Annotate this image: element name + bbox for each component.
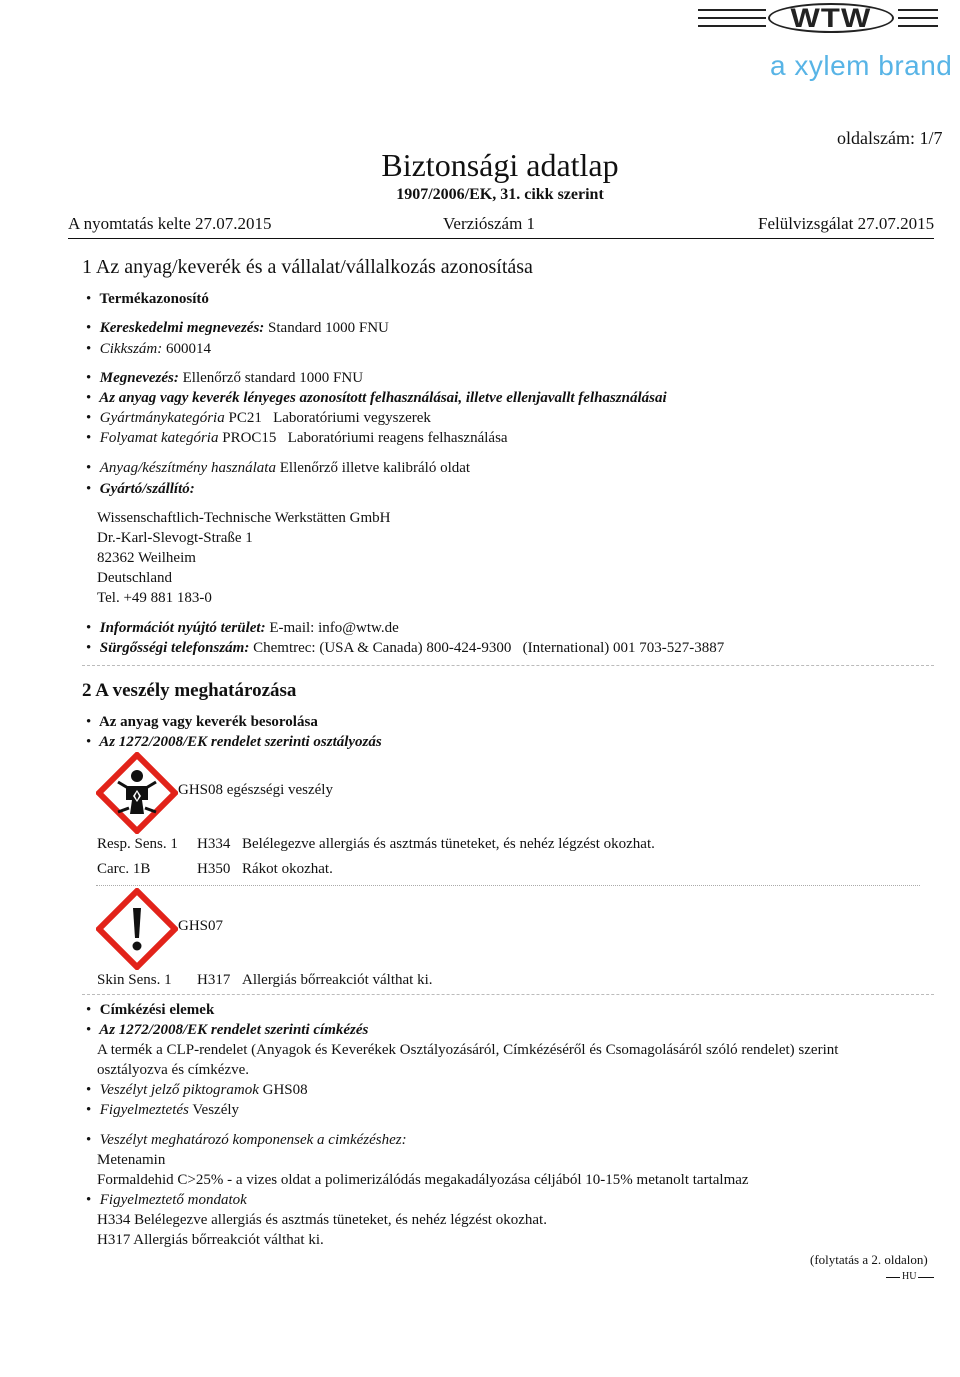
h-row-class-0: Resp. Sens. 1: [97, 836, 178, 852]
designation-label: Megnevezés:: [99, 370, 179, 386]
header-rule: [68, 238, 934, 239]
classification-label: • Az anyag vagy keverék besorolása: [86, 714, 318, 731]
component-1: Metenamin: [97, 1152, 166, 1168]
document-subtitle: 1907/2006/EK, 31. cikk szerint: [396, 186, 604, 203]
h-row-text-1: Rákot okozhat.: [242, 861, 333, 877]
designation-value: Ellenőrző standard 1000 FNU: [182, 370, 364, 386]
application-value: Ellenőrző illetve kalibráló oldat: [279, 460, 471, 476]
supplier-phone: Tel. +49 881 183-0: [97, 590, 212, 606]
process-category-value: PROC15 Laboratóriumi reagens felhasználása: [222, 430, 508, 446]
h-row-code-0: H334: [197, 836, 231, 852]
pictograms-row: [86, 1082, 308, 1099]
language-code: HU: [902, 1271, 917, 1282]
classification-divider: [82, 994, 934, 995]
hazard-statement-2: H317 Allergiás bőrreakciót válthat ki.: [97, 1232, 324, 1248]
section-1-divider: [82, 665, 934, 666]
info-label: Információt nyújtó terület:: [99, 620, 266, 636]
supplier-company: Wissenschaftlich-Technische Werkstätten GmbH: [97, 510, 391, 526]
classification-regulation-label: • Az 1272/2008/EK rendelet szerinti osztályozás: [86, 734, 382, 751]
h-row-class-1: Carc. 1B: [97, 861, 151, 877]
product-category-row: [86, 410, 431, 427]
supplier-street: Dr.-Karl-Slevogt-Straße 1: [97, 530, 253, 546]
xylem-brand-tagline: a xylem brand: [770, 50, 953, 81]
labelling-regulation-label: • Az 1272/2008/EK rendelet szerinti címkézés: [86, 1022, 368, 1039]
product-identifier-label: • Termékazonosító: [86, 291, 209, 308]
trade-name-label: Kereskedelmi megnevezés:: [99, 320, 265, 336]
article-number-row: [86, 341, 211, 358]
component-2: Formaldehid C>25% - a vizes oldat a polimerizálódás megakadályozása céljából 10-15% metanolt tartalmaz: [97, 1172, 749, 1188]
pictograms-value: GHS08: [262, 1082, 308, 1098]
identified-uses-label: • Az anyag vagy keverék lényeges azonosított felhasználásai, illetve ellenjavallt felhasználásai: [86, 390, 667, 407]
application-row: [86, 460, 470, 477]
trade-name-row: [86, 320, 389, 337]
trade-name-value: Standard 1000 FNU: [268, 320, 389, 336]
emergency-value: Chemtrec: (USA & Canada) 800-424-9300 (International) 001 703-527-3887: [253, 640, 725, 656]
hazard-divider: [96, 885, 920, 886]
supplier-city: 82362 Weilheim: [97, 550, 196, 566]
h-row2-class-0: Skin Sens. 1: [97, 972, 172, 988]
emergency-label: Sürgősségi telefonszám:: [99, 640, 250, 656]
application-label: Anyag/készítmény használata: [99, 460, 276, 476]
label-elements-label: • Címkézési elemek: [86, 1002, 214, 1019]
emergency-row: [86, 640, 724, 657]
wtw-logo-text: WTW: [790, 3, 872, 33]
h-row-code-1: H350: [197, 861, 231, 877]
process-category-row: [86, 430, 508, 447]
labelling-text-line-1: A termék a CLP-rendelet (Anyagok és Keverékek Osztályozásáról, Címkézéséről és Csomagolásáról szóló rendelet) szerint: [97, 1042, 839, 1058]
h-row2-text-0: Allergiás bőrreakciót válthat ki.: [242, 972, 433, 988]
supplier-country: Deutschland: [97, 570, 172, 586]
version-number: Verziószám 1: [443, 214, 536, 233]
designation-row: [86, 370, 363, 387]
product-category-value: PC21 Laboratóriumi vegyszerek: [228, 410, 431, 426]
document-title: Biztonsági adatlap: [381, 147, 619, 183]
ghs07-exclamation-icon: [96, 888, 178, 970]
continued-note: (folytatás a 2. oldalon): [810, 1252, 928, 1267]
signal-word-value: Veszély: [192, 1102, 240, 1118]
pictograms-label: Veszélyt jelző piktogramok: [99, 1082, 259, 1098]
info-row: [86, 620, 399, 637]
hazard-statements-label: • Figyelmeztető mondatok: [86, 1192, 247, 1209]
signal-word-label: Figyelmeztetés: [99, 1102, 189, 1118]
process-category-label: Folyamat kategória: [99, 430, 219, 446]
article-number-value: 600014: [166, 341, 211, 357]
ghs07-label: GHS07: [178, 918, 224, 934]
ghs08-label: GHS08 egészségi veszély: [178, 782, 333, 798]
section-1-heading: 1 Az anyag/keverék és a vállalat/vállalkozás azonosítása: [82, 256, 533, 278]
h-row-text-0: Belélegezve allergiás és asztmás tüneteket, és nehéz légzést okozhat.: [242, 836, 655, 852]
page-number: oldalszám: 1/7: [837, 128, 943, 148]
signal-word-row: [86, 1102, 239, 1119]
revision-date: Felülvizsgálat 27.07.2015: [758, 214, 935, 233]
h-row2-code-0: H317: [197, 972, 231, 988]
hazard-statement-1: H334 Belélegezve allergiás és asztmás tüneteket, és nehéz légzést okozhat.: [97, 1212, 547, 1228]
info-email[interactable]: E-mail: info@wtw.de: [269, 620, 399, 636]
supplier-label: • Gyártó/szállító:: [86, 481, 195, 498]
hazard-components-label: • Veszélyt meghatározó komponensek a cimkézéshez:: [86, 1132, 407, 1149]
ghs08-health-hazard-icon: [96, 752, 178, 834]
labelling-text-line-2: osztályozva és címkézve.: [97, 1062, 250, 1078]
article-number-label: Cikkszám:: [99, 341, 163, 357]
section-2-heading: 2 A veszély meghatározása: [82, 680, 297, 701]
print-date: A nyomtatás kelte 27.07.2015: [68, 214, 272, 233]
product-category-label: Gyártmánykategória: [99, 410, 225, 426]
